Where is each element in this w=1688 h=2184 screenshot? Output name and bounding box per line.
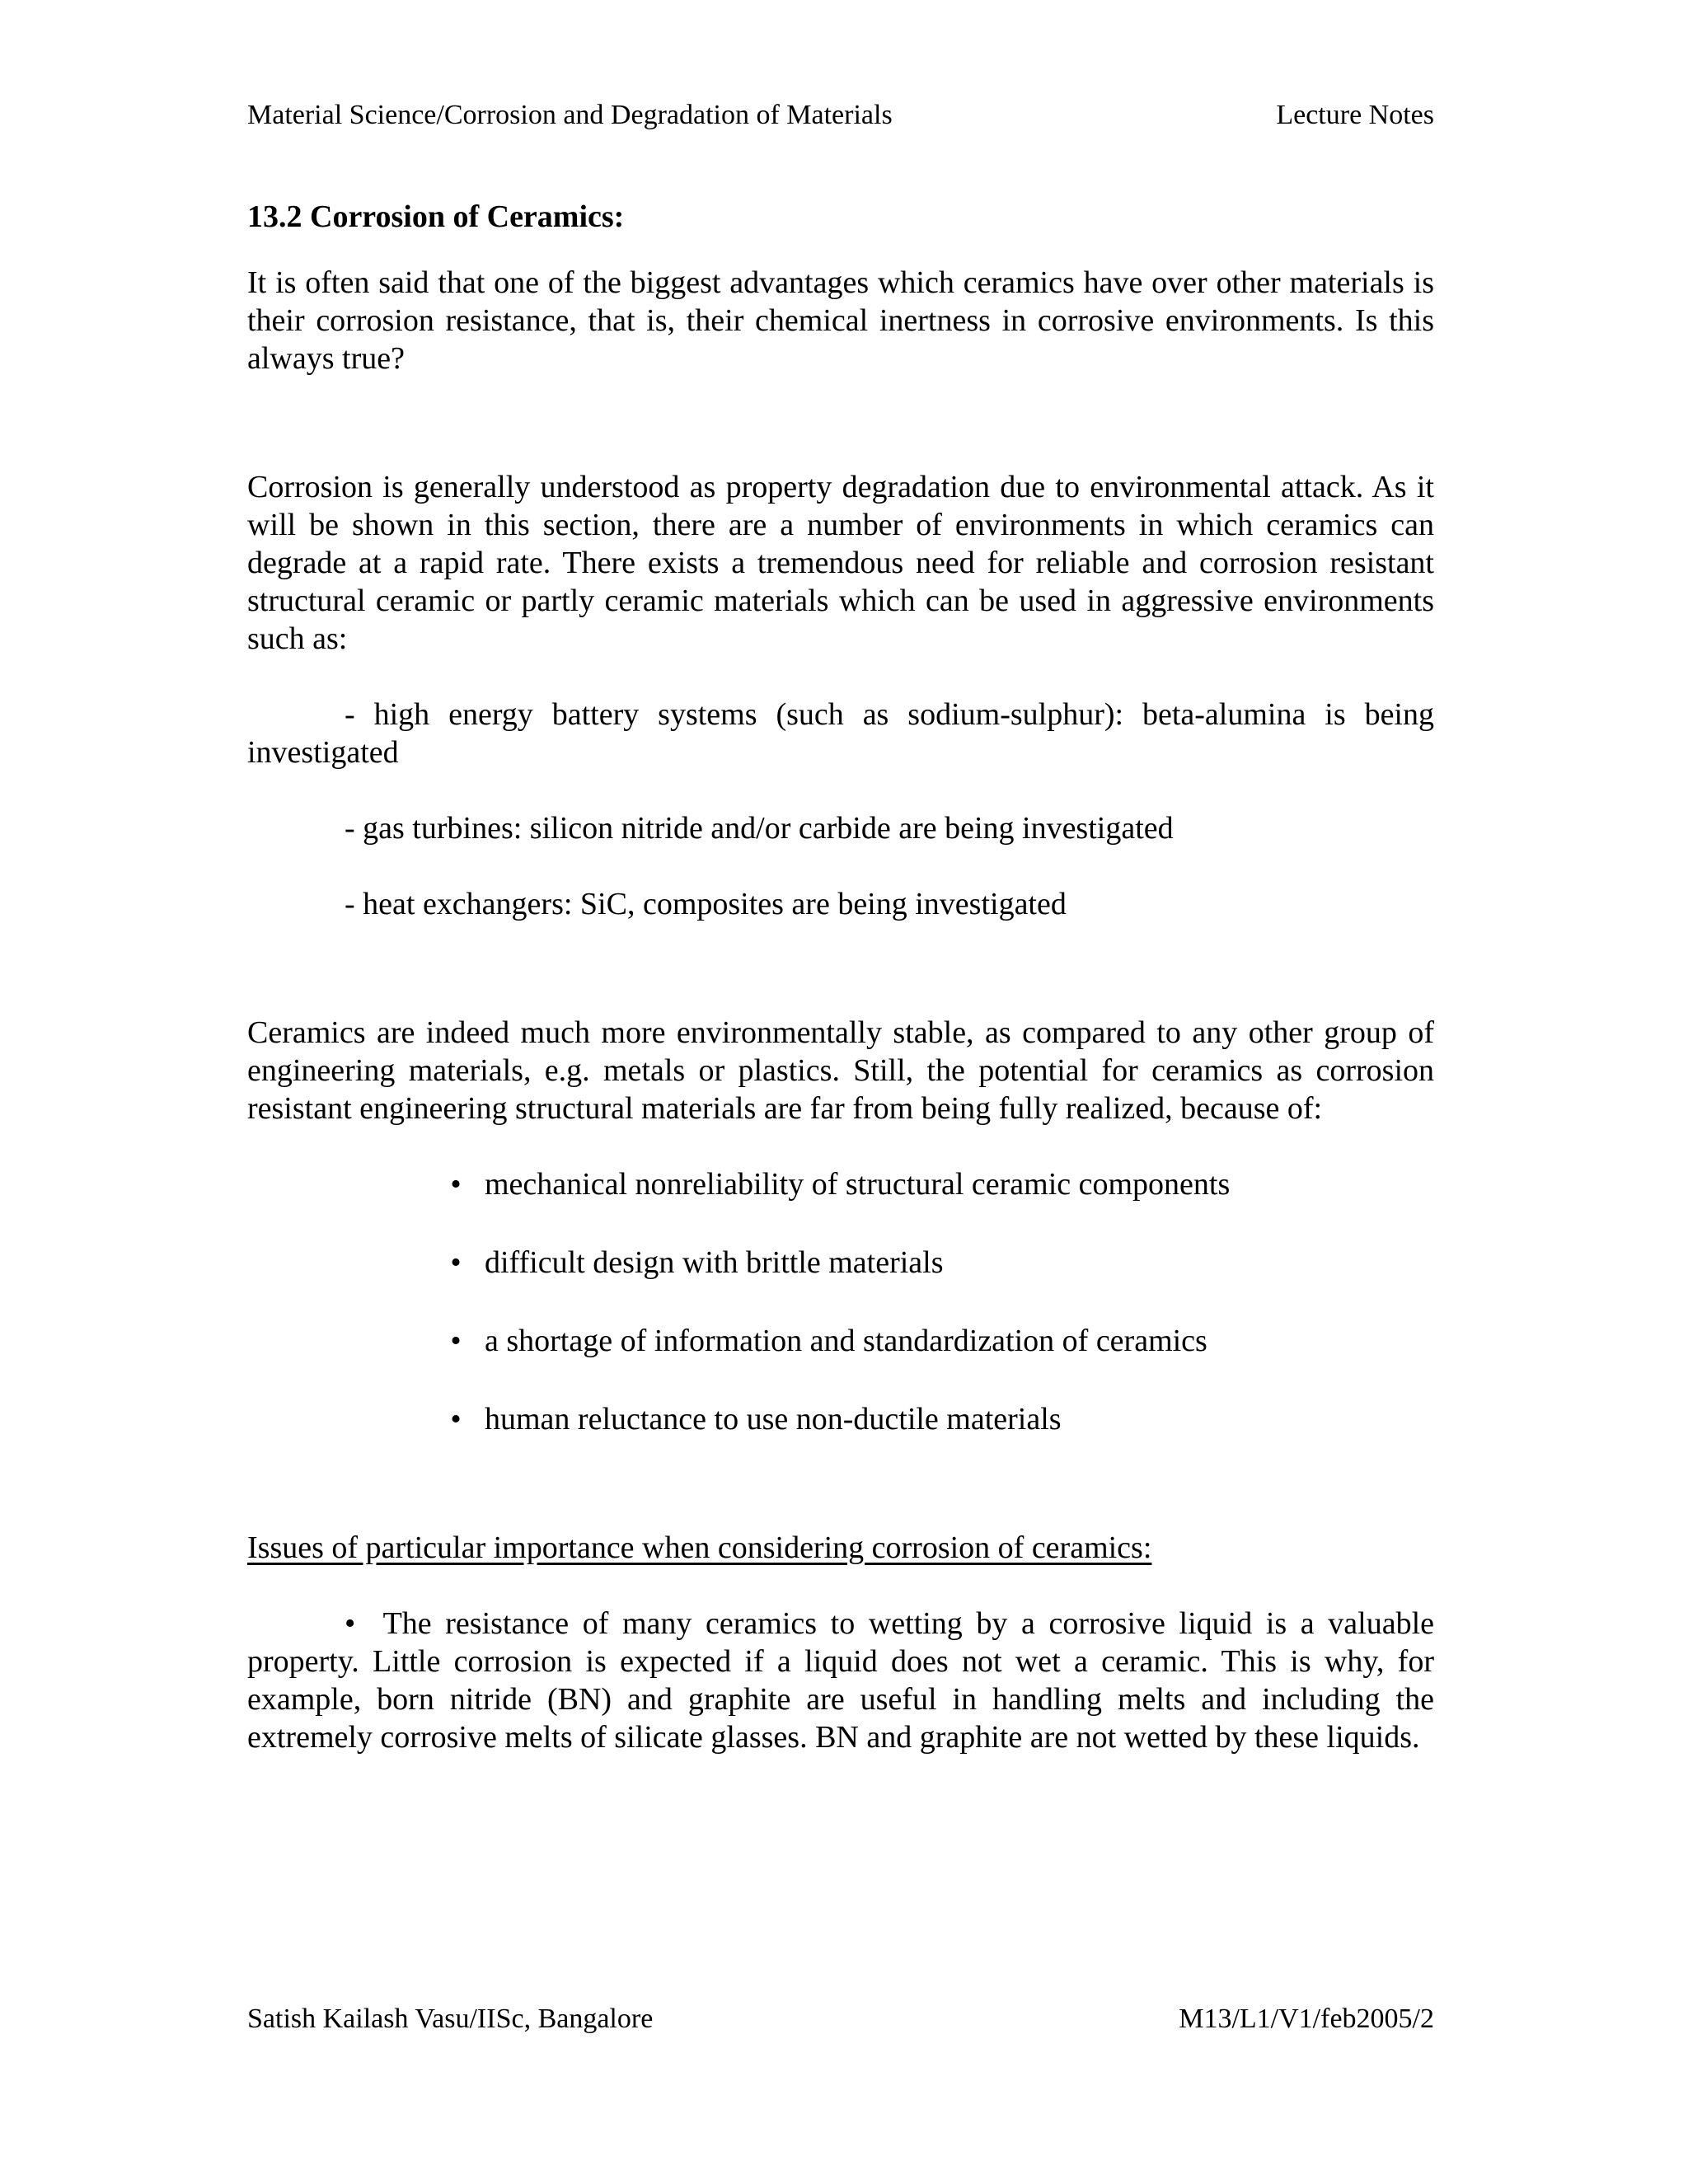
- list-item: [443, 1400, 1434, 1438]
- footer-page-code: M13/L1/V1/feb2005/2: [1179, 2004, 1434, 2034]
- bullet-icon: •: [450, 1402, 462, 1436]
- list-item: [443, 1165, 1434, 1203]
- issues-heading: Issues of particular importance when considering corrosion of ceramics:: [247, 1530, 1152, 1565]
- list-item-text: human reluctance to use non-ductile materials: [485, 1402, 1062, 1436]
- issue-item-text: The resistance of many ceramics to wetting by a corrosive liquid is a valuable property. Little corrosion is expected if a liquid does not wet a ceramic. This is why, for example, born nitride (BN) and graphite are useful in handling melts and including the extremely corrosive melts of silicate glasses. BN and graphite are not wetted by these liquids.: [247, 1606, 1434, 1755]
- page-content: [247, 198, 1434, 1756]
- header-doc-type: Lecture Notes: [1276, 100, 1434, 130]
- bullet-icon: •: [345, 1606, 356, 1641]
- bullet-icon: •: [450, 1324, 462, 1358]
- issue-item-wetting: [247, 1605, 1434, 1756]
- corrosion-definition-paragraph: Corrosion is generally understood as property degradation due to environmental attack. As it will be shown in this section, there are a number of environments in which ceramics can degrade at a rapid rate. There exists a tremendous need for reliable and corrosion resistant structural ceramic or partly ceramic materials which can be used in aggressive environments such as:: [247, 470, 1434, 656]
- list-item-text: a shortage of information and standardization of ceramics: [485, 1324, 1207, 1358]
- environment-item-heat-exchangers: - heat exchangers: SiC, composites are being investigated: [345, 887, 1067, 921]
- list-item-text: mechanical nonreliability of structural ceramic components: [485, 1167, 1231, 1202]
- bullet-icon: •: [450, 1245, 462, 1280]
- environment-item-battery: - high energy battery systems (such as sodium-sulphur): beta-alumina is being investigated: [247, 697, 1434, 770]
- list-item: [443, 1322, 1434, 1360]
- section-title: 13.2 Corrosion of Ceramics:: [247, 199, 625, 234]
- page-footer: [247, 2003, 1434, 2036]
- stability-paragraph: Ceramics are indeed much more environmentally stable, as compared to any other group of engineering materials, e.g. metals or plastics. Still, the potential for ceramics as corrosion resistant engineering structural materials are far from being fully realized, because of:: [247, 1015, 1434, 1126]
- reasons-list: [247, 1165, 1434, 1438]
- bullet-icon: •: [450, 1167, 462, 1202]
- list-item: [443, 1244, 1434, 1282]
- header-course-title: Material Science/Corrosion and Degradation of Materials: [247, 100, 893, 130]
- page-header: [247, 99, 1434, 132]
- footer-author: Satish Kailash Vasu/IISc, Bangalore: [247, 2004, 654, 2034]
- environment-item-gas-turbines: - gas turbines: silicon nitride and/or carbide are being investigated: [345, 811, 1174, 846]
- intro-paragraph: It is often said that one of the biggest advantages which ceramics have over other materials is their corrosion resistance, that is, their chemical inertness in corrosive environments. Is this always true?: [247, 265, 1434, 376]
- list-item-text: difficult design with brittle materials: [485, 1245, 944, 1280]
